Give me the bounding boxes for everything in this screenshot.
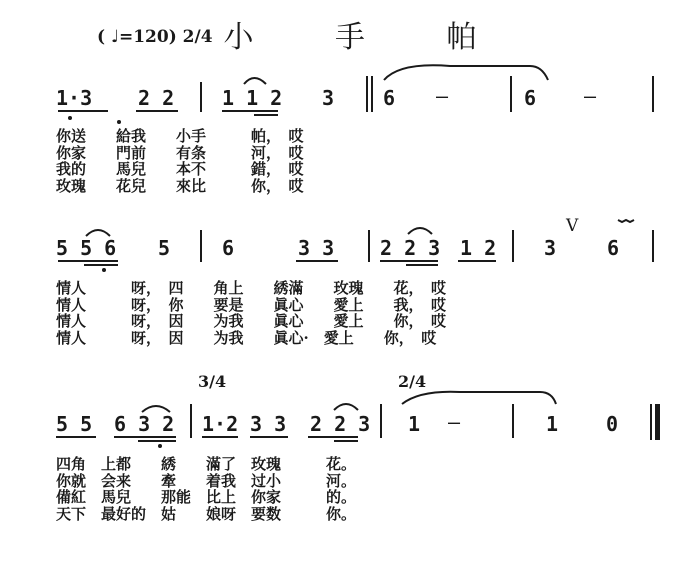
note-group: 3 bbox=[322, 86, 335, 110]
note-group: 5 bbox=[158, 236, 171, 260]
note-group: 2 2 bbox=[138, 86, 175, 110]
time-signature: 3/4 bbox=[198, 372, 227, 391]
note-group: 5 5 6 bbox=[56, 236, 117, 260]
tie bbox=[384, 65, 548, 80]
lyric-verse-3-line-2: 情人 呀， 因 为我 眞心 愛上 你， 哎 bbox=[56, 312, 447, 330]
slur bbox=[142, 406, 170, 412]
breath-mark: V bbox=[566, 216, 579, 236]
lyric-verse-1-line-1: 你送 給我 小手 帕， 哎 bbox=[56, 127, 304, 145]
tempo-marking: ( ♩=120) 2/4 bbox=[97, 27, 213, 47]
note-group: 1 bbox=[408, 412, 421, 436]
note-group: 1 2 bbox=[460, 236, 497, 260]
sustain-dash: — bbox=[436, 84, 449, 108]
slur bbox=[334, 404, 358, 410]
lyric-verse-4-line-1: 玫瑰 花兒 來比 你， 哎 bbox=[56, 176, 304, 195]
note-group: 2 2 3 bbox=[380, 236, 441, 260]
lyric-verse-3-line-1: 我的 馬兒 本不 錯， 哎 bbox=[56, 160, 304, 178]
lyric-verse-3-line-3: 備紅 馬兒 那能 比上 你家 的。 bbox=[56, 488, 357, 506]
note-group: 0 bbox=[606, 412, 619, 436]
note-group: 6 3 2 bbox=[114, 412, 175, 436]
octave-dot bbox=[117, 120, 121, 124]
slur bbox=[244, 78, 266, 84]
note-group: 1 1 2 bbox=[222, 86, 283, 110]
note-group: 3 3 bbox=[298, 236, 335, 260]
song-title: 小 手 帕 bbox=[223, 20, 513, 55]
slur bbox=[408, 228, 432, 234]
mordent bbox=[618, 220, 634, 222]
note-group: 6 bbox=[222, 236, 235, 260]
note-group: 6 bbox=[607, 236, 620, 260]
note-group: 6 bbox=[524, 86, 537, 110]
note-group: 1 bbox=[546, 412, 559, 436]
note-group: 5 5 bbox=[56, 412, 93, 436]
slur bbox=[86, 230, 110, 236]
lyric-verse-1-line-3: 四角 上都 綉 滿了 玫瑰 花。 bbox=[56, 455, 357, 473]
lyric-verse-2-line-1: 你家 門前 有条 河， 哎 bbox=[56, 143, 304, 162]
lyric-verse-2-line-2: 情人 呀， 你 要是 眞心 愛上 我， 哎 bbox=[56, 295, 447, 314]
note-group: 6 bbox=[383, 86, 396, 110]
note-group: 3 3 bbox=[250, 412, 287, 436]
lyric-verse-1-line-2: 情人 呀， 四 角上 綉滿 玫瑰 花， 哎 bbox=[56, 279, 447, 297]
octave-dot bbox=[68, 116, 72, 120]
octave-dot bbox=[158, 444, 162, 448]
note-group: 1·2 bbox=[202, 412, 239, 436]
lyric-verse-2-line-3: 你就 会来 牽 着我 过小 河。 bbox=[56, 471, 357, 490]
sustain-dash: — bbox=[584, 84, 597, 108]
time-signature: 2/4 bbox=[398, 372, 427, 391]
sustain-dash: — bbox=[448, 410, 461, 434]
note-group: 3 bbox=[544, 236, 557, 260]
tie bbox=[402, 392, 556, 404]
lyric-verse-4-line-3: 天下 最好的 姑 娘呀 要数 你。 bbox=[56, 504, 357, 523]
lyric-verse-4-line-2: 情人 呀， 因 为我 眞心· 愛上 你， 哎 bbox=[56, 328, 437, 347]
octave-dot bbox=[102, 268, 106, 272]
note-group: 1·3 bbox=[56, 86, 93, 110]
note-group: 2 2 3 bbox=[310, 412, 371, 436]
